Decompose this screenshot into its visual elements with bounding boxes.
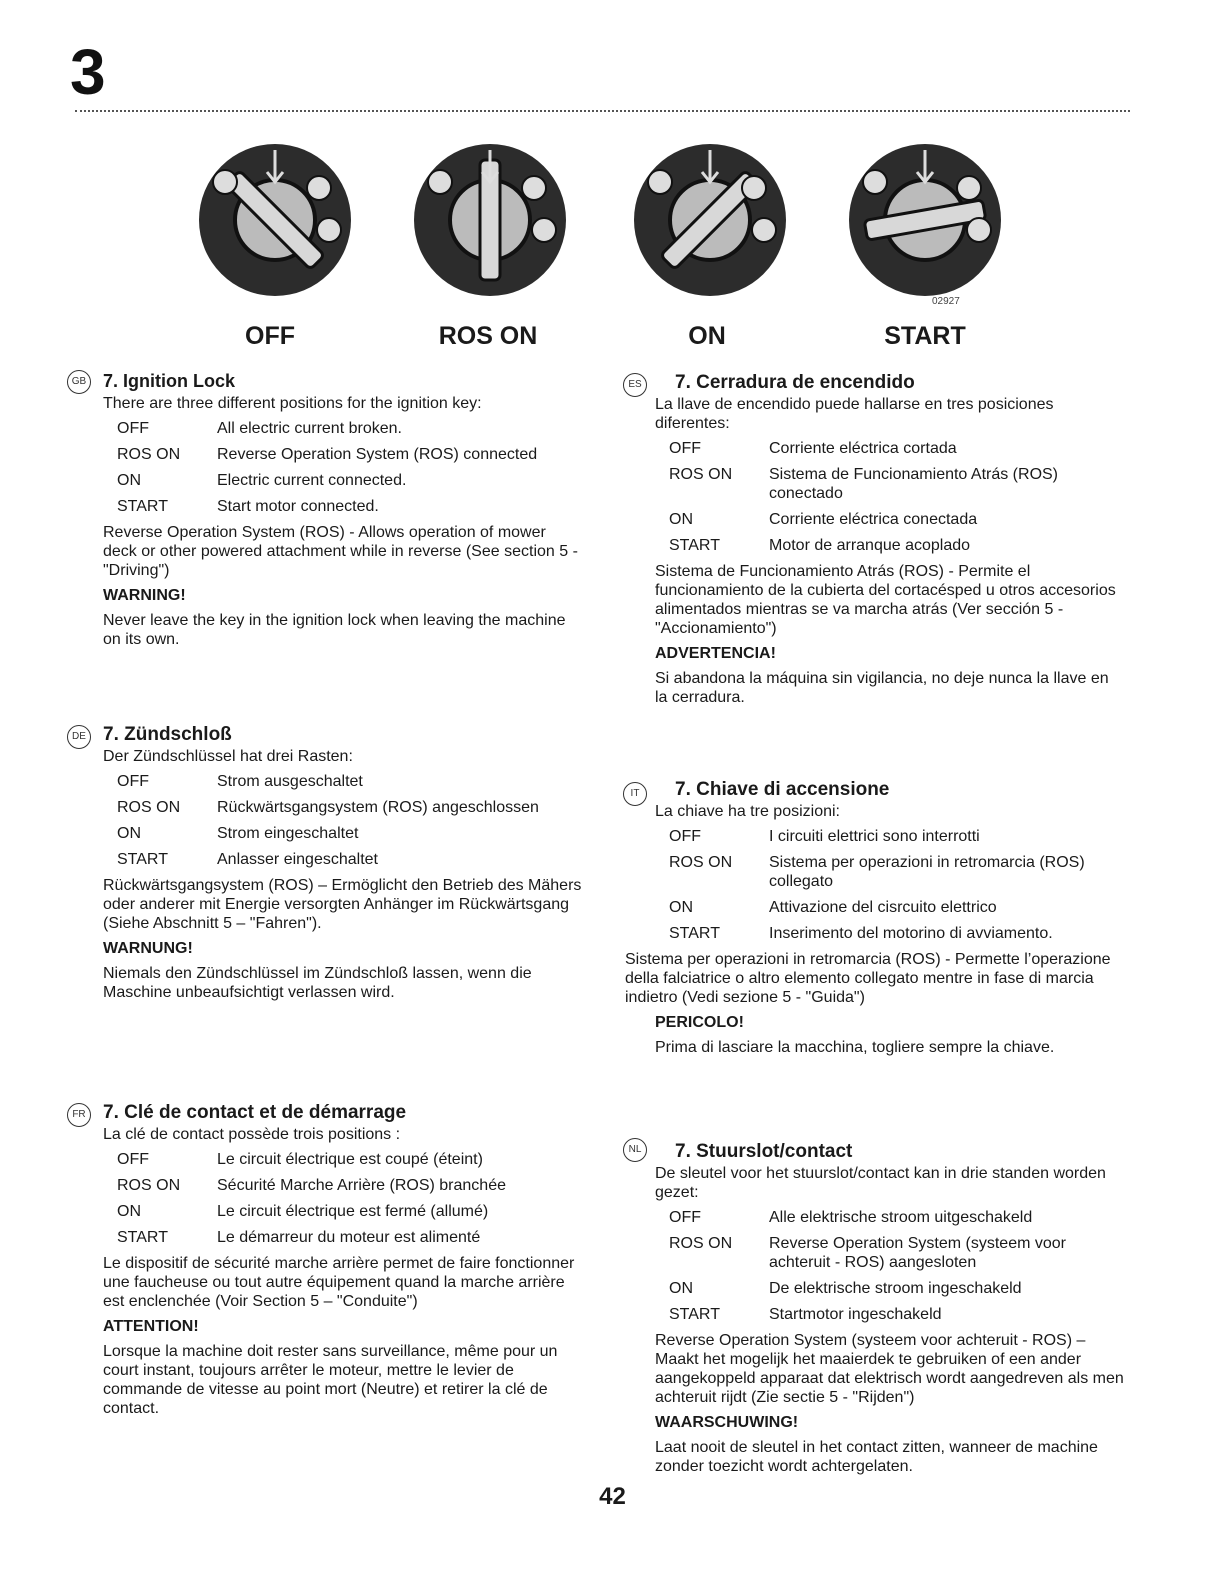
position-value: Alle elektrische stroom uitgeschakeld xyxy=(769,1209,1033,1226)
position-value: Le circuit électrique est fermé (allumé) xyxy=(217,1203,489,1220)
ignition-dial-icon xyxy=(630,140,790,300)
position-key: ON xyxy=(669,511,693,528)
position-key: START xyxy=(117,851,168,868)
position-row xyxy=(117,772,583,791)
warning-text: Never leave the key in the ignition lock when leaving the machine on its own. xyxy=(103,612,566,648)
position-value: Attivazione del cisrcuito elettrico xyxy=(769,899,997,916)
position-value: Motor de arranque acoplado xyxy=(769,537,971,554)
warning-title: PERICOLO! xyxy=(655,1014,744,1031)
position-row xyxy=(669,1305,1125,1324)
position-value: Electric current connected. xyxy=(217,472,407,489)
dial-label-off: OFF xyxy=(245,322,295,350)
section-gb xyxy=(71,371,583,655)
position-key: START xyxy=(117,498,168,515)
section-intro: La chiave ha tre posizioni: xyxy=(655,803,840,820)
position-row xyxy=(117,471,583,490)
language-badge-fr: FR xyxy=(67,1103,91,1127)
position-key: ON xyxy=(117,1203,141,1220)
position-value: Le démarreur du moteur est alimenté xyxy=(217,1229,481,1246)
section-intro: La llave de encendido puede hallarse en tres posiciones diferentes: xyxy=(655,396,1054,432)
position-key: ROS ON xyxy=(117,1177,181,1194)
position-row xyxy=(669,827,1125,846)
section-description: Reverse Operation System (ROS) - Allows operation of mower deck or other powered attachment while in reverse (See section 5 - "Driving") xyxy=(103,524,578,579)
position-row xyxy=(117,445,583,464)
language-badge-nl: NL xyxy=(623,1138,647,1162)
position-value: Reverse Operation System (ROS) connected xyxy=(217,446,538,463)
position-key: START xyxy=(117,1229,168,1246)
warning-text: Prima di lasciare la macchina, togliere sempre la chiave. xyxy=(655,1039,1055,1056)
position-row xyxy=(669,1208,1125,1227)
position-value: Inserimento del motorino di avviamento. xyxy=(769,925,1053,942)
page-number: 42 xyxy=(599,1483,626,1510)
position-key: ROS ON xyxy=(117,799,181,816)
position-key: ROS ON xyxy=(669,466,733,483)
position-row xyxy=(669,898,1125,917)
warning-text: Lorsque la machine doit rester sans surveillance, même pour un court instant, toujours arrêter le moteur, mettre le levier de commande de vitesse au point mort (Neutre) et retirer la clé de contact. xyxy=(103,1343,558,1417)
position-row xyxy=(117,798,583,817)
ignition-dial-icon xyxy=(195,140,355,300)
position-row xyxy=(669,924,1125,943)
language-badge-de: DE xyxy=(67,725,91,749)
position-key: ROS ON xyxy=(669,854,733,871)
position-key: OFF xyxy=(669,828,701,845)
section-title: 7. Clé de contact et de démarrage xyxy=(103,1102,407,1123)
position-row xyxy=(669,536,1125,555)
language-badge-it: IT xyxy=(623,782,647,806)
dial-label-start: START xyxy=(884,322,966,350)
section-description: Rückwärtsgangsystem (ROS) – Ermöglicht den Betrieb des Mähers oder anderer mit Energie versorgten Anhänger im Rückwärtsgang (Siehe Abschnitt 5 – "Fahren"). xyxy=(103,877,582,932)
position-key: ON xyxy=(669,1280,693,1297)
position-row xyxy=(669,439,1125,458)
section-intro: There are three different positions for the ignition key: xyxy=(103,395,482,412)
section-description: Sistema de Funcionamiento Atrás (ROS) - Permite el funcionamiento de la cubierta del cortacésped u otros accesorios alimentados mientras se va marcha atrás (Ver sección 5 - "Accionamiento") xyxy=(655,563,1116,637)
position-key: OFF xyxy=(117,420,149,437)
warning-title: ADVERTENCIA! xyxy=(655,645,776,662)
chapter-number: 3 xyxy=(70,36,106,108)
position-value: Rückwärtsgangsystem (ROS) angeschlossen xyxy=(217,799,539,816)
section-it xyxy=(625,780,1125,1063)
section-title: 7. Ignition Lock xyxy=(103,371,236,391)
warning-text: Laat nooit de sleutel in het contact zitten, wanneer de machine zonder toezicht wordt achtergelaten. xyxy=(655,1439,1098,1475)
position-key: ROS ON xyxy=(117,446,181,463)
position-key: START xyxy=(669,537,720,554)
dial-label-on: ON xyxy=(688,322,726,350)
section-description: Le dispositif de sécurité marche arrière permet de faire fonctionner une faucheuse ou tout autre équipement quand la marche arrière est enclenchée (Voir Section 5 – "Conduite") xyxy=(103,1255,575,1310)
warning-title: WAARSCHUWING! xyxy=(655,1414,799,1431)
position-key: ROS ON xyxy=(669,1235,733,1252)
warning-title: ATTENTION! xyxy=(103,1318,199,1335)
position-key: ON xyxy=(669,899,693,916)
position-key: OFF xyxy=(669,1209,701,1226)
position-key: ON xyxy=(117,472,141,489)
dial-start xyxy=(845,140,1005,305)
dial-on xyxy=(630,140,790,305)
position-row xyxy=(117,1176,583,1195)
section-intro: Der Zündschlüssel hat drei Rasten: xyxy=(103,748,353,765)
position-value: Startmotor ingeschakeld xyxy=(769,1306,942,1323)
language-badge-gb: GB xyxy=(67,370,91,394)
position-row xyxy=(669,510,1125,529)
position-value: Reverse Operation System (systeem voor achteruit - ROS) aangesloten xyxy=(769,1235,1066,1271)
position-row xyxy=(117,1150,583,1169)
section-description: Sistema per operazioni in retromarcia (ROS) - Permette l’operazione della falciatrice o altro elemento collegato mentre in fase di marcia indietro (Vedi sezione 5 - "Guida") xyxy=(625,951,1111,1006)
position-value: Strom ausgeschaltet xyxy=(217,773,363,790)
dial-off xyxy=(195,140,355,305)
section-description: Reverse Operation System (systeem voor achteruit - ROS) – Maakt het mogelijk het maaierdek te gebruiken of een ander aangekoppeld apparaat dat elektrisch wordt aangedreven als men achteruit rijdt (Zie sectie 5 - "Rijden") xyxy=(655,1332,1124,1406)
warning-title: WARNING! xyxy=(103,587,186,604)
position-row xyxy=(117,1228,583,1247)
position-key: OFF xyxy=(117,773,149,790)
position-key: OFF xyxy=(669,440,701,457)
position-key: START xyxy=(669,925,720,942)
position-value: Sécurité Marche Arrière (ROS) branchée xyxy=(217,1177,506,1194)
position-key: ON xyxy=(117,825,141,842)
position-value: De elektrische stroom ingeschakeld xyxy=(769,1280,1022,1297)
position-row xyxy=(669,1279,1125,1298)
position-value: Sistema de Funcionamiento Atrás (ROS) conectado xyxy=(769,466,1059,502)
position-row xyxy=(117,419,583,438)
position-value: Corriente eléctrica cortada xyxy=(769,440,957,457)
language-badge-es: ES xyxy=(623,373,647,397)
position-value: Le circuit électrique est coupé (éteint) xyxy=(217,1151,483,1168)
ignition-dial-icon xyxy=(410,140,570,300)
position-row xyxy=(117,850,583,869)
header-rule xyxy=(75,110,1130,112)
position-row xyxy=(669,853,1125,891)
section-intro: De sleutel voor het stuurslot/contact kan in drie standen worden gezet: xyxy=(655,1165,1106,1201)
section-title: 7. Chiave di accensione xyxy=(675,779,890,800)
figure-code: 02927 xyxy=(932,296,960,307)
warning-text: Niemals den Zündschlüssel im Zündschloß lassen, wenn die Maschine unbeaufsichtigt verlassen wird. xyxy=(103,965,532,1001)
dial-ros-on xyxy=(410,140,570,305)
position-value: Start motor connected. xyxy=(217,498,379,515)
section-nl xyxy=(628,1141,1125,1482)
warning-title: WARNUNG! xyxy=(103,940,193,957)
position-value: I circuiti elettrici sono interrotti xyxy=(769,828,980,845)
position-row xyxy=(117,1202,583,1221)
section-de xyxy=(72,724,583,1008)
ignition-dial-icon xyxy=(845,140,1005,300)
section-title: 7. Zündschloß xyxy=(103,724,232,745)
position-value: Strom eingeschaltet xyxy=(217,825,359,842)
section-intro: La clé de contact possède trois positions : xyxy=(103,1126,401,1143)
position-key: OFF xyxy=(117,1151,149,1168)
warning-text: Si abandona la máquina sin vigilancia, no deje nunca la llave en la cerradura. xyxy=(655,670,1109,706)
position-value: Sistema per operazioni in retromarcia (ROS) collegato xyxy=(769,854,1085,890)
position-row xyxy=(669,1234,1125,1272)
position-value: All electric current broken. xyxy=(217,420,402,437)
position-row xyxy=(117,824,583,843)
position-row xyxy=(669,465,1125,503)
position-value: Corriente eléctrica conectada xyxy=(769,511,978,528)
section-title: 7. Cerradura de encendido xyxy=(675,372,915,393)
dial-label-ros-on: ROS ON xyxy=(438,322,538,350)
section-fr xyxy=(72,1102,583,1424)
position-row xyxy=(117,497,583,516)
position-value: Anlasser eingeschaltet xyxy=(217,851,378,868)
section-title: 7. Stuurslot/contact xyxy=(675,1141,853,1162)
section-es xyxy=(628,372,1125,713)
position-key: START xyxy=(669,1306,720,1323)
